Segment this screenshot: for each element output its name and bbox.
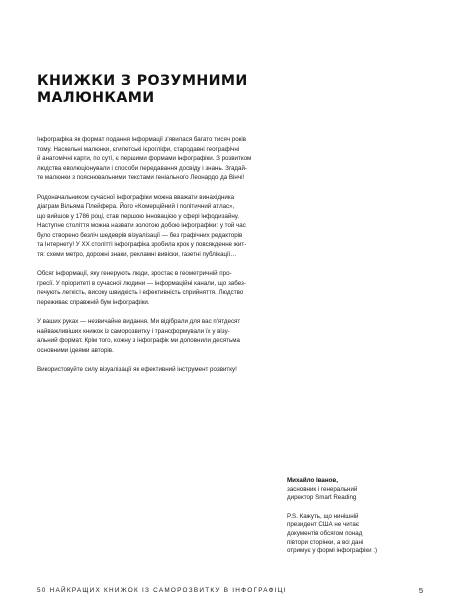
author-role-line: засновник і генеральний: [287, 485, 358, 493]
title-line: МАЛЮНКАМИ: [37, 90, 155, 106]
page-number: 5: [418, 586, 423, 595]
text-line: Обсяг інформації, яку генерують люди, зростає в геометричній про-: [37, 270, 232, 277]
postscript-line: P.S. Кажуть, що нинішній: [287, 512, 359, 520]
text-line: Інфографіка як формат подання інформації з'явилася багато тисяч років: [37, 136, 247, 143]
postscript-line: отримує у формі інфографіки :): [287, 547, 378, 555]
paragraph-4: [37, 317, 277, 355]
text-line: печують легкість, високу швидкість і ефективність сприйняття. Людство: [37, 289, 244, 296]
text-line: Родоначальником сучасної інфографіки можна вважати винахідника: [37, 193, 235, 201]
author-name: Михайло Іванов,: [287, 477, 338, 484]
text-line: людства еволюціонували і способи передавання досвіду і знань. Згадай-: [37, 164, 247, 172]
text-line: те малюнки з пояснювальними текстами геніального Леонардо да Вінчі!: [37, 174, 245, 181]
text-line: Наступне століття можна назвати золотою добою інфографіки: у той час: [37, 222, 246, 229]
author-role-line: директор Smart Reading: [287, 494, 357, 502]
page-footer: [37, 587, 423, 597]
text-line: переживає справжній бум інфографіки.: [37, 298, 150, 306]
paragraph-5: [37, 365, 277, 375]
body-text: [37, 135, 277, 385]
running-footer-title: 50 НАЙКРАЩИХ КНИЖОК ІЗ САМОРОЗВИТКУ В ІНФОГРАФІЦІ: [37, 587, 287, 594]
paragraph-2: [37, 193, 277, 260]
text-line: основними ідеями авторів.: [37, 346, 114, 354]
postscript-line: документів обсягом понад: [287, 529, 363, 537]
text-line: Використовуйте силу візуалізації як ефективний інструмент розвитку!: [37, 366, 237, 373]
title-line: КНИЖКИ З РОЗУМНИМИ: [37, 73, 248, 89]
text-line: було створено безліч шедеврів візуалізації — без графічних редакторів: [37, 231, 243, 239]
text-line: й анатомічні карти, по суті, є першими формами інфографіки. З розвитком: [37, 155, 252, 162]
text-line: та Інтернету! У XX столітті інфографіка зробила крок у повсякденне жит-: [37, 241, 247, 248]
text-line: діаграм Вільяма Плейфера. Його «Комерційний і політичний атлас»,: [37, 203, 235, 210]
signature-block: [287, 477, 427, 556]
text-line: альний формат. Крім того, кожну з інфографік ми доповнили десятьма: [37, 337, 240, 344]
text-line: що вийшов у 1786 році, став першою інновацією у сфері інфодизайну.: [37, 212, 239, 220]
text-line: гресії. У пріоритеті в сучасної людини — інформаційні канали, що забез-: [37, 279, 246, 287]
postscript-line: півтори сторінки, а всі дані: [287, 538, 364, 546]
text-line: тя: схеми метро, дорожні знаки, рекламні вивіски, газетні публікації…: [37, 250, 237, 258]
spacer: [287, 503, 427, 513]
postscript-line: президент США не читає: [287, 521, 360, 529]
paragraph-1: [37, 135, 277, 183]
paragraph-3: [37, 269, 277, 307]
page-title: [37, 73, 297, 107]
text-line: У ваших руках — незвичайне видання. Ми відібрали для вас п'ятдесят: [37, 318, 241, 325]
text-line: найважливіших книжок із саморозвитку і трансформували їх у візу-: [37, 327, 230, 335]
text-line: тому. Наскельні малюнки, єгипетські ієрогліфи, стародавні географічні: [37, 145, 240, 153]
